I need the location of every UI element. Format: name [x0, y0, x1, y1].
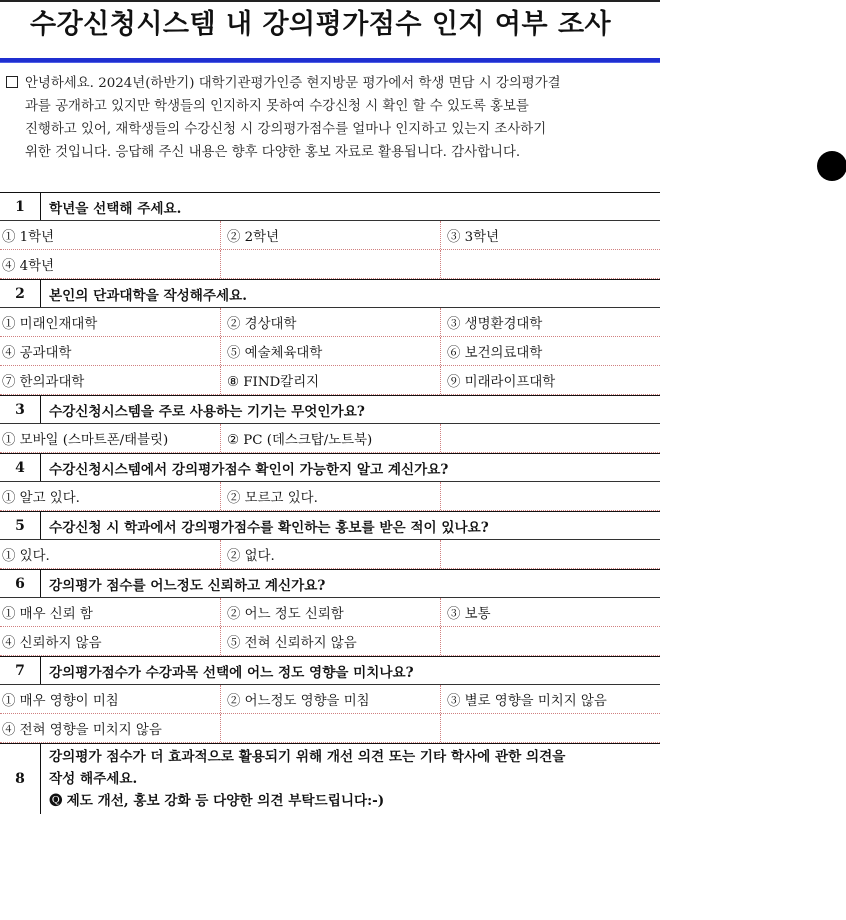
question-5-header [0, 511, 660, 540]
answer-option [440, 250, 660, 278]
option-row [0, 308, 660, 337]
option-row [0, 627, 660, 656]
answer-option[interactable]: ⑤ 예술체육대학 [220, 337, 440, 365]
intro-paragraph [6, 72, 662, 164]
intro-line-3: 진행하고 있어, 재학생들의 수강신청 시 강의평가점수를 얼마나 인지하고 있는지 조사하기 [25, 122, 547, 137]
question-number: 8 [0, 744, 41, 814]
survey-table [0, 192, 660, 813]
answer-option [440, 540, 660, 568]
question-text: 본인의 단과대학을 작성해주세요. [49, 287, 248, 304]
answer-option[interactable]: ③ 생명환경대학 [440, 308, 660, 336]
answer-option[interactable]: ③ 3학년 [440, 221, 660, 249]
option-row [0, 250, 660, 279]
answer-option[interactable]: ② 없다. [220, 540, 440, 568]
question-number: 5 [0, 512, 41, 539]
answer-option[interactable]: ① 미래인재대학 [2, 316, 98, 332]
answer-option[interactable]: ② 어느정도 영향을 미침 [220, 685, 440, 713]
question-number: 1 [0, 193, 41, 220]
question-text: 강의평가 점수를 어느정도 신뢰하고 계신가요? [49, 577, 326, 594]
option-row [0, 366, 660, 395]
option-row [0, 337, 660, 366]
answer-option[interactable]: ④ 전혀 영향을 미치지 않음 [2, 722, 162, 738]
answer-option[interactable]: ① 1학년 [2, 229, 55, 245]
question-4-header [0, 453, 660, 482]
answer-option[interactable]: ② 경상대학 [220, 308, 440, 336]
question-2-header [0, 279, 660, 308]
question-8-line-1: 강의평가 점수가 더 효과적으로 활용되기 위해 개선 의견 또는 기타 학사에 관한 의견을 [49, 749, 566, 765]
answer-option[interactable]: ② PC (데스크탑/노트북) [220, 424, 440, 452]
question-number: 2 [0, 280, 41, 307]
question-8-header [0, 743, 660, 813]
option-row [0, 685, 660, 714]
option-row [0, 598, 660, 627]
question-3-header [0, 395, 660, 424]
page-title: 수강신청시스템 내 강의평가점수 인지 여부 조사 [30, 9, 612, 40]
q-circle-icon: 🅠 [49, 793, 63, 809]
question-number: 6 [0, 570, 41, 597]
answer-option[interactable]: ③ 보통 [440, 598, 660, 626]
answer-option[interactable]: ④ 공과대학 [2, 345, 72, 361]
answer-option[interactable]: ① 있다. [2, 548, 50, 564]
question-text: 강의평가점수가 수강과목 선택에 어느 정도 영향을 미치나요? [49, 664, 414, 681]
intro-line-4: 위한 것입니다. 응답해 주신 내용은 향후 다양한 홍보 자료로 활용됩니다. 감사합니다. [25, 145, 521, 160]
question-text: 수강신청시스템에서 강의평가점수 확인이 가능한지 알고 계신가요? [49, 461, 449, 478]
answer-option[interactable]: ⑤ 전혀 신뢰하지 않음 [220, 627, 440, 655]
title-underline [0, 58, 660, 63]
option-row [0, 482, 660, 511]
hint-text: 제도 개선, 홍보 강화 등 다양한 의견 부탁드립니다:-) [66, 793, 385, 809]
answer-option[interactable]: ② 모르고 있다. [220, 482, 440, 510]
answer-option[interactable]: ① 매우 신뢰 함 [2, 606, 93, 622]
answer-option[interactable]: ④ 신뢰하지 않음 [2, 635, 102, 651]
answer-option[interactable]: ⑥ 보건의료대학 [440, 337, 660, 365]
question-7-header [0, 656, 660, 685]
answer-option [440, 627, 660, 655]
option-row [0, 540, 660, 569]
question-6-header [0, 569, 660, 598]
question-number: 4 [0, 454, 41, 481]
option-row [0, 221, 660, 250]
question-8-line-2: 작성 해주세요. [49, 771, 138, 787]
answer-option [440, 424, 660, 452]
answer-option[interactable]: ② 2학년 [220, 221, 440, 249]
answer-option[interactable]: ① 모바일 (스마트폰/태블릿) [2, 432, 169, 448]
answer-option[interactable]: ④ 4학년 [2, 258, 55, 274]
answer-option[interactable]: ⑦ 한의과대학 [2, 374, 85, 390]
intro-line-1: 안녕하세요. 2024년(하반기) 대학기관평가인증 현지방문 평가에서 학생 면담 시 강의평가결 [6, 72, 662, 95]
answer-option [440, 714, 660, 742]
question-1-header [0, 192, 660, 221]
question-number: 7 [0, 657, 41, 684]
black-dot-marker [817, 151, 846, 181]
answer-option [220, 250, 440, 278]
answer-option[interactable]: ② 어느 정도 신뢰함 [220, 598, 440, 626]
intro-line-2: 과를 공개하고 있지만 학생들의 인지하지 못하여 수강신청 시 확인 할 수 있도록 홍보를 [25, 99, 529, 114]
answer-option[interactable]: ⑧ FIND칼리지 [220, 366, 440, 394]
square-bullet-icon [6, 76, 18, 88]
question-text: 학년을 선택해 주세요. [49, 200, 182, 217]
answer-option [440, 482, 660, 510]
answer-option[interactable]: ① 알고 있다. [2, 490, 80, 506]
option-row [0, 714, 660, 743]
question-8-body [41, 744, 565, 813]
question-8-hint [49, 790, 565, 812]
answer-option[interactable]: ⑨ 미래라이프대학 [440, 366, 660, 394]
question-text: 수강신청 시 학과에서 강의평가점수를 확인하는 홍보를 받은 적이 있나요? [49, 519, 489, 536]
question-text: 수강신청시스템을 주로 사용하는 기기는 무엇인가요? [49, 403, 365, 420]
answer-option[interactable]: ③ 별로 영향을 미치지 않음 [440, 685, 660, 713]
answer-option[interactable]: ① 매우 영향이 미침 [2, 693, 119, 709]
question-number: 3 [0, 396, 41, 423]
answer-option [220, 714, 440, 742]
option-row [0, 424, 660, 453]
